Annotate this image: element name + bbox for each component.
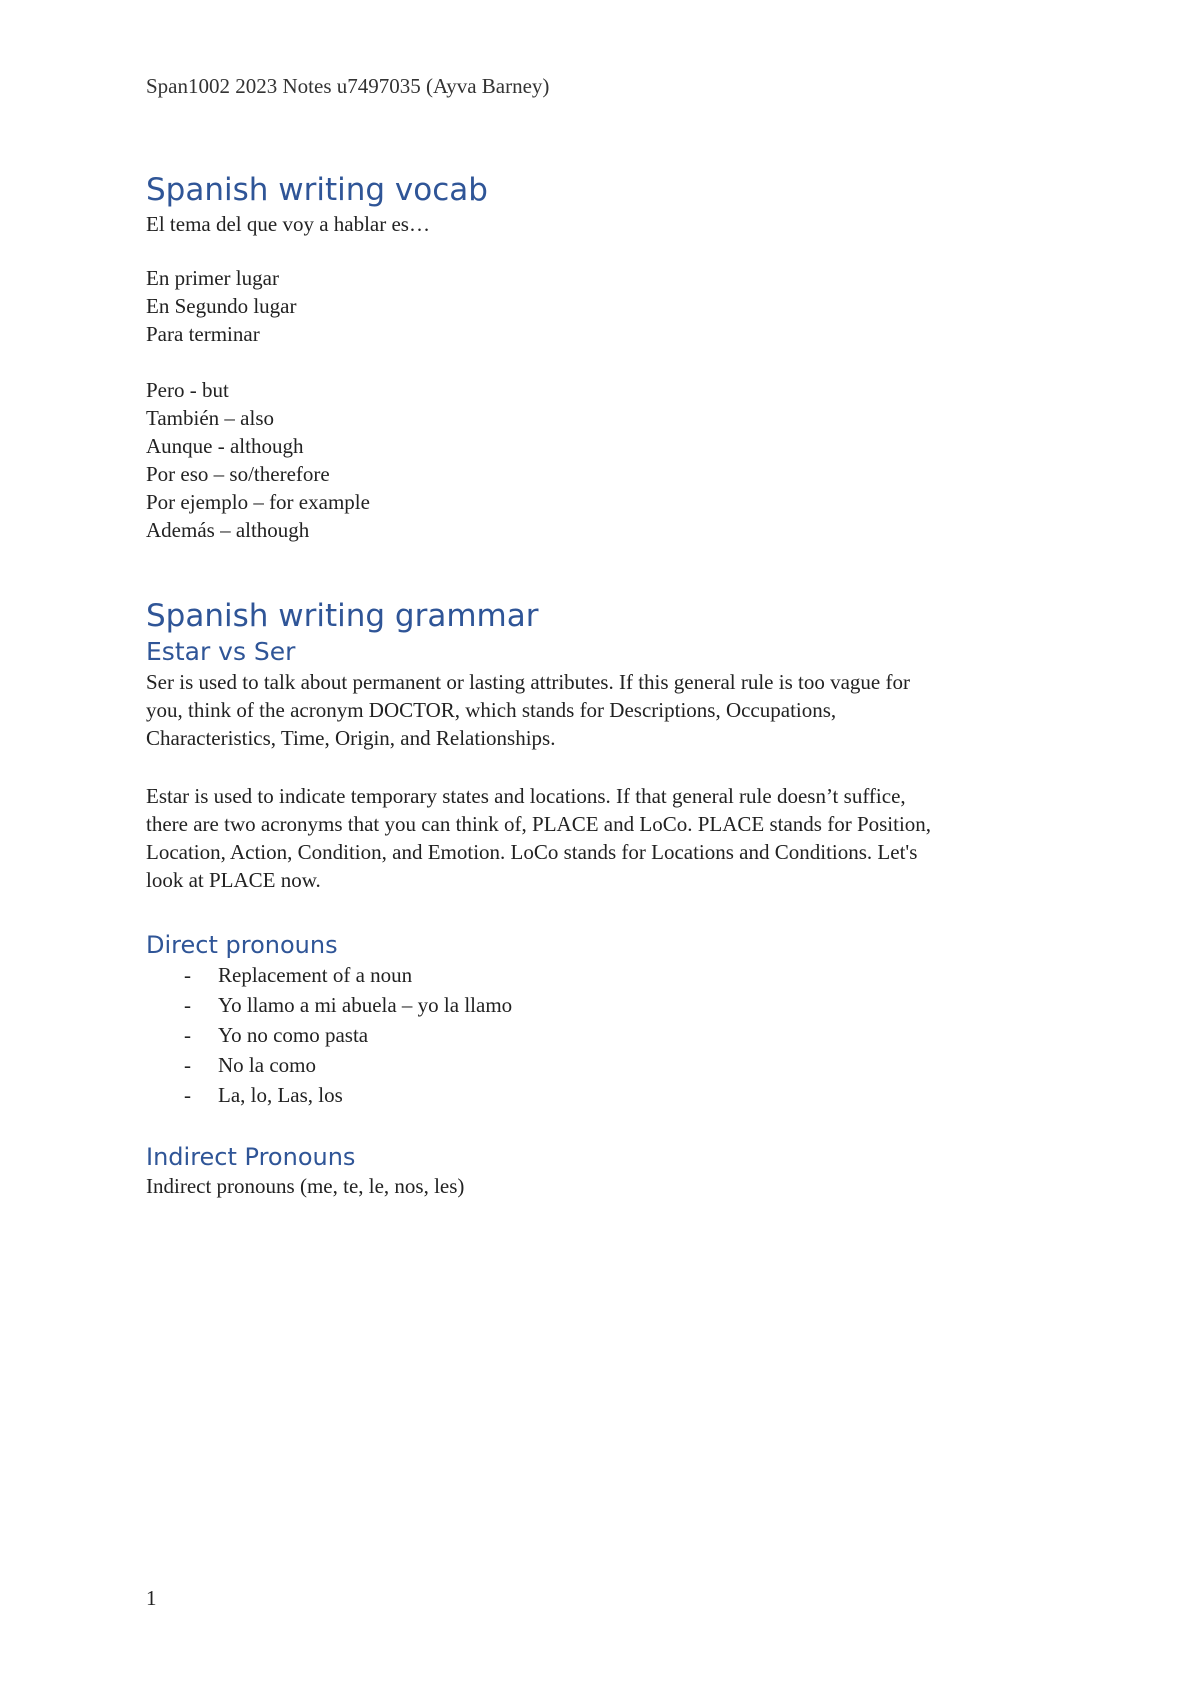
connector-list: [146, 376, 1066, 544]
order-phrase: En Segundo lugar: [146, 294, 297, 318]
indirect-pronouns-section: [146, 1142, 1066, 1200]
list-item-text: Yo llamo a mi abuela – yo la llamo: [218, 993, 513, 1017]
bullet-dash: -: [184, 993, 191, 1017]
list-item: [146, 1050, 1066, 1080]
list-item: [146, 1020, 1066, 1050]
order-phrase: Para terminar: [146, 322, 260, 346]
list-item-text: Yo no como pasta: [218, 1023, 369, 1047]
list-item: [146, 990, 1066, 1020]
paragraph-line: Estar is used to indicate temporary states and locations. If that general rule doesn’t suffice,: [146, 784, 906, 808]
order-phrase: En primer lugar: [146, 266, 279, 290]
direct-pronouns-list: [146, 960, 1066, 1110]
paragraph-line: Location, Action, Condition, and Emotion. LoCo stands for Locations and Conditions. Let's: [146, 840, 918, 864]
list-item-text: No la como: [218, 1053, 316, 1077]
paragraph-line: Ser is used to talk about permanent or lasting attributes. If this general rule is too vague for: [146, 670, 910, 694]
section-title-grammar: Spanish writing grammar: [146, 598, 539, 634]
subsection-title-estar-vs-ser: Estar vs Ser: [146, 637, 296, 666]
vocab-intro: El tema del que voy a hablar es…: [146, 212, 430, 236]
grammar-section: [146, 596, 1066, 752]
page-number: 1: [146, 1586, 157, 1610]
list-item-text: La, lo, Las, los: [218, 1083, 343, 1107]
bullet-dash: -: [184, 1053, 191, 1077]
connector-item: Por ejemplo – for example: [146, 490, 370, 514]
list-item: [146, 1080, 1066, 1110]
direct-pronouns-section: [146, 930, 1066, 1110]
subsection-title-indirect-pronouns: Indirect Pronouns: [146, 1143, 356, 1171]
paragraph-line: there are two acronyms that you can think of, PLACE and LoCo. PLACE stands for Position,: [146, 812, 932, 836]
list-item: [146, 960, 1066, 990]
connector-item: También – also: [146, 406, 274, 430]
page-header: Span1002 2023 Notes u7497035 (Ayva Barney): [146, 74, 550, 98]
connector-item: Pero - but: [146, 378, 229, 402]
paragraph-line: look at PLACE now.: [146, 868, 321, 892]
vocab-section: [146, 170, 1066, 238]
subsection-title-direct-pronouns: Direct pronouns: [146, 931, 338, 959]
order-phrases: [146, 264, 1066, 348]
bullet-dash: -: [184, 1023, 191, 1047]
bullet-dash: -: [184, 1083, 191, 1107]
paragraph-line: you, think of the acronym DOCTOR, which stands for Descriptions, Occupations,: [146, 698, 837, 722]
connector-item: Además – although: [146, 518, 310, 542]
estar-paragraph: [146, 782, 1066, 894]
indirect-pronouns-text: Indirect pronouns (me, te, le, nos, les): [146, 1174, 465, 1198]
bullet-dash: -: [184, 963, 191, 987]
connector-item: Aunque - although: [146, 434, 304, 458]
paragraph-line: Characteristics, Time, Origin, and Relationships.: [146, 726, 556, 750]
section-title-vocab: Spanish writing vocab: [146, 172, 488, 208]
connector-item: Por eso – so/therefore: [146, 462, 330, 486]
list-item-text: Replacement of a noun: [218, 963, 413, 987]
